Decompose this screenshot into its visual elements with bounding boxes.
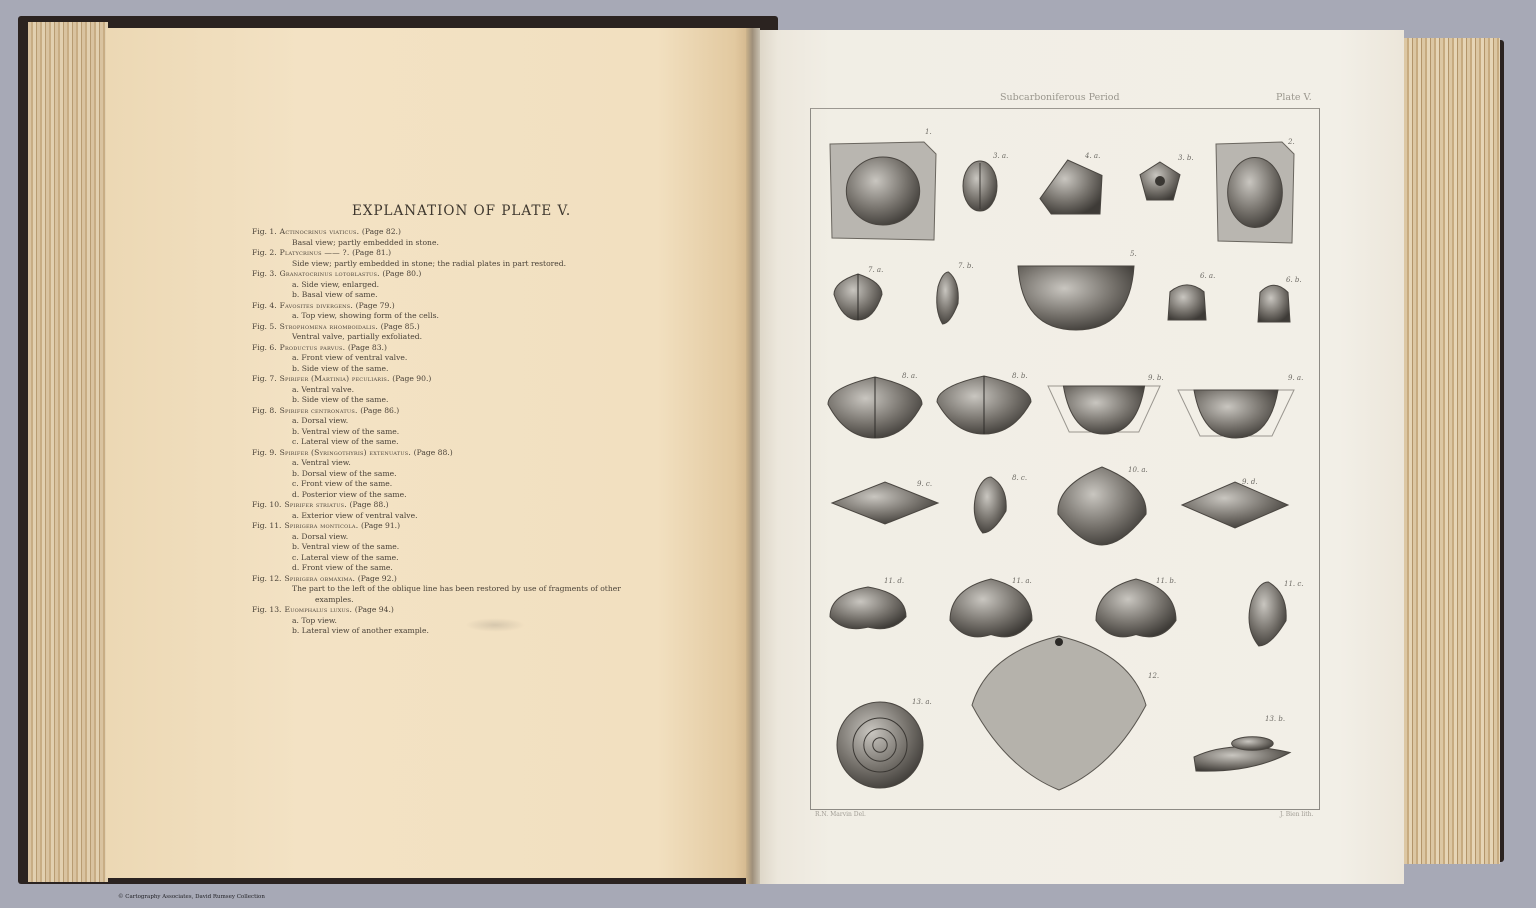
- figure-number: Fig. 9.: [252, 447, 277, 457]
- figure-number: Fig. 10.: [252, 500, 282, 509]
- figure-label: 10. a.: [1128, 466, 1148, 474]
- species-name: Spirigera obmaxima.: [284, 573, 358, 583]
- figure-number: Fig. 1.: [252, 227, 277, 236]
- figure-number: Fig. 11.: [252, 521, 282, 530]
- species-name: Spirifer (Martinia) peculiaris.: [279, 374, 393, 383]
- page-reference: (Page 83.): [347, 342, 387, 352]
- fossil-figure: [1190, 730, 1294, 775]
- figure-label: 7. a.: [868, 266, 884, 274]
- figure-description: c. Front view of the same.: [292, 479, 393, 488]
- figure-label: 11. d.: [884, 577, 905, 585]
- figure-description: d. Front view of the same.: [292, 563, 393, 572]
- figure-description: Basal view; partly embedded in stone.: [292, 237, 439, 247]
- page-reference: (Page 88.): [349, 500, 389, 509]
- fossil-figure: [1242, 580, 1290, 648]
- figure-label: 6. a.: [1200, 272, 1216, 280]
- figure-label: 8. b.: [1012, 372, 1028, 380]
- figure-entry: [252, 605, 672, 616]
- fossil-figure: [1254, 278, 1294, 326]
- figure-entry: [252, 374, 672, 385]
- figure-description: c. Lateral view of the same.: [292, 437, 399, 446]
- page-reference: (Page 92.): [357, 573, 397, 583]
- species-name: Favosites divergens.: [279, 300, 356, 310]
- figure-description: a. Top view.: [292, 615, 337, 625]
- figure-number: Fig. 8.: [252, 405, 277, 415]
- figure-label: 9. c.: [917, 480, 933, 488]
- species-name: Spirifer centronatus.: [279, 405, 361, 415]
- book-gutter: [746, 28, 760, 884]
- page-reference: (Page 81.): [352, 248, 392, 257]
- species-name: Actinocrinus viaticus.: [279, 227, 362, 236]
- figure-entry: [252, 406, 672, 417]
- species-name: Euomphalus luxus.: [284, 605, 355, 614]
- fossil-figure: [1138, 160, 1182, 202]
- figure-label: 3. b.: [1178, 154, 1194, 162]
- figure-label: 8. c.: [1012, 474, 1028, 482]
- figure-label: 8. a.: [902, 372, 918, 380]
- species-name: Spirifer (Syringothyris) extenuatus.: [279, 447, 414, 457]
- figure-description: b. Side view of the same.: [292, 395, 389, 404]
- fossil-figure: [1046, 380, 1162, 436]
- figure-number: Fig. 5.: [252, 321, 277, 331]
- species-name: Spirigera monticola.: [284, 521, 361, 530]
- figure-description: b. Ventral view of the same.: [292, 426, 400, 436]
- figure-description: b. Lateral view of another example.: [292, 626, 429, 635]
- figure-label: 2.: [1288, 138, 1295, 146]
- page-reference: (Page 79.): [355, 300, 395, 310]
- figure-description: a. Front view of ventral valve.: [292, 353, 408, 362]
- figure-description: a. Dorsal view.: [292, 416, 349, 425]
- fossil-figure: [1016, 262, 1136, 332]
- page-reference: (Page 94.): [354, 605, 394, 614]
- figure-description: The part to the left of the oblique line has been restored by use of fragments of other: [292, 584, 621, 593]
- fossil-figure: [962, 160, 998, 212]
- figure-entry: [252, 248, 672, 259]
- page-reference: (Page 88.): [413, 447, 453, 457]
- figure-label: 6. b.: [1286, 276, 1302, 284]
- species-name: Spirifer striatus.: [284, 500, 350, 509]
- plate-number-header: Plate V.: [1276, 92, 1312, 103]
- fossil-figure: [935, 374, 1033, 436]
- figure-number: Fig. 3.: [252, 269, 277, 278]
- figure-number: Fig. 4.: [252, 300, 277, 310]
- fossil-figure: [1176, 384, 1296, 440]
- figure-description: a. Exterior view of ventral valve.: [292, 510, 418, 520]
- copyright-notice: © Cartography Associates, David Rumsey Collection: [118, 894, 265, 900]
- figure-label: 3. a.: [993, 152, 1009, 160]
- fossil-figure: [1180, 480, 1290, 530]
- fossil-figure: [828, 700, 932, 790]
- figure-label: 11. c.: [1284, 580, 1304, 588]
- figure-description: examples.: [315, 594, 354, 604]
- figure-number: Fig. 12.: [252, 573, 282, 583]
- figure-description: Ventral valve, partially exfoliated.: [292, 332, 423, 341]
- species-name: Strophomena rhomboidalis.: [279, 321, 381, 331]
- figure-label: 9. d.: [1242, 478, 1258, 486]
- figure-label: 11. a.: [1012, 577, 1032, 585]
- figure-number: Fig. 7.: [252, 374, 277, 383]
- fossil-figure: [968, 475, 1010, 535]
- fossil-figure: [932, 270, 962, 326]
- figure-description: a. Side view, enlarged.: [292, 279, 379, 289]
- fossil-figure: [826, 375, 924, 440]
- page-reference: (Page 80.): [382, 269, 422, 278]
- figure-label: 7. b.: [958, 262, 974, 270]
- figure-entry: [252, 574, 672, 585]
- page-smudge: [465, 618, 525, 632]
- figure-label: 1.: [925, 128, 932, 136]
- figure-number: Fig. 6.: [252, 342, 277, 352]
- explanation-title: EXPLANATION OF PLATE V.: [352, 203, 572, 219]
- figure-explanations: [252, 227, 672, 637]
- figure-entry: [252, 521, 672, 532]
- figure-entry: [252, 227, 672, 238]
- plate-period-header: Subcarboniferous Period: [1000, 92, 1120, 103]
- fossil-figure: [828, 140, 938, 242]
- figure-label: 13. b.: [1265, 715, 1286, 723]
- figure-description: b. Side view of the same.: [292, 363, 389, 373]
- figure-description: d. Posterior view of the same.: [292, 489, 407, 499]
- figure-label: 12.: [1148, 672, 1160, 680]
- page-reference: (Page 91.): [360, 521, 401, 530]
- page-reference: (Page 86.): [360, 405, 400, 415]
- figure-label: 11. b.: [1156, 577, 1177, 585]
- figure-label: 9. b.: [1148, 374, 1164, 382]
- figure-description: a. Ventral view.: [292, 458, 351, 467]
- figure-description: a. Top view, showing form of the cells.: [292, 311, 439, 320]
- artist-credit: R.N. Marvin Del.: [815, 811, 866, 818]
- figure-number: Fig. 13.: [252, 605, 282, 614]
- lithographer-credit: J. Bien lith.: [1280, 811, 1314, 818]
- fossil-figure: [1214, 140, 1296, 245]
- figure-entry: [252, 301, 672, 312]
- page-reference: (Page 82.): [361, 227, 401, 236]
- fossil-figure: [1038, 158, 1104, 216]
- figure-description: Side view; partly embedded in stone; the radial plates in part restored.: [292, 258, 567, 268]
- fossil-figure: [1164, 278, 1210, 324]
- fossil-figure: [832, 272, 884, 322]
- figure-entry: [252, 322, 672, 333]
- figure-description: b. Ventral view of the same.: [292, 542, 400, 551]
- fossil-figure: [1052, 465, 1152, 547]
- fossil-figure: [828, 583, 908, 635]
- figure-number: Fig. 2.: [252, 248, 277, 257]
- figure-entry: [252, 500, 672, 511]
- page-reference: (Page 85.): [380, 321, 420, 331]
- page-reference: (Page 90.): [392, 374, 432, 383]
- page-edges-left: [28, 22, 108, 882]
- figure-label: 13. a.: [912, 698, 932, 706]
- species-name: Platycrinus —— ?.: [279, 248, 353, 257]
- figure-description: b. Dorsal view of the same.: [292, 468, 397, 478]
- fossil-figure: [970, 634, 1148, 792]
- page-edges-right: [1404, 38, 1500, 864]
- species-name: Productus parvus.: [279, 342, 348, 352]
- figure-description: a. Dorsal view.: [292, 531, 349, 541]
- figure-entry: [252, 269, 672, 280]
- figure-description: a. Ventral valve.: [292, 384, 355, 394]
- figure-description: c. Lateral view of the same.: [292, 552, 399, 562]
- figure-label: 9. a.: [1288, 374, 1304, 382]
- figure-label: 4. a.: [1085, 152, 1101, 160]
- species-name: Granatocrinus lotoblastus.: [279, 269, 383, 278]
- figure-entry: [252, 343, 672, 354]
- figure-description: b. Basal view of same.: [292, 290, 378, 299]
- figure-entry: [252, 448, 672, 459]
- figure-label: 5.: [1130, 250, 1137, 258]
